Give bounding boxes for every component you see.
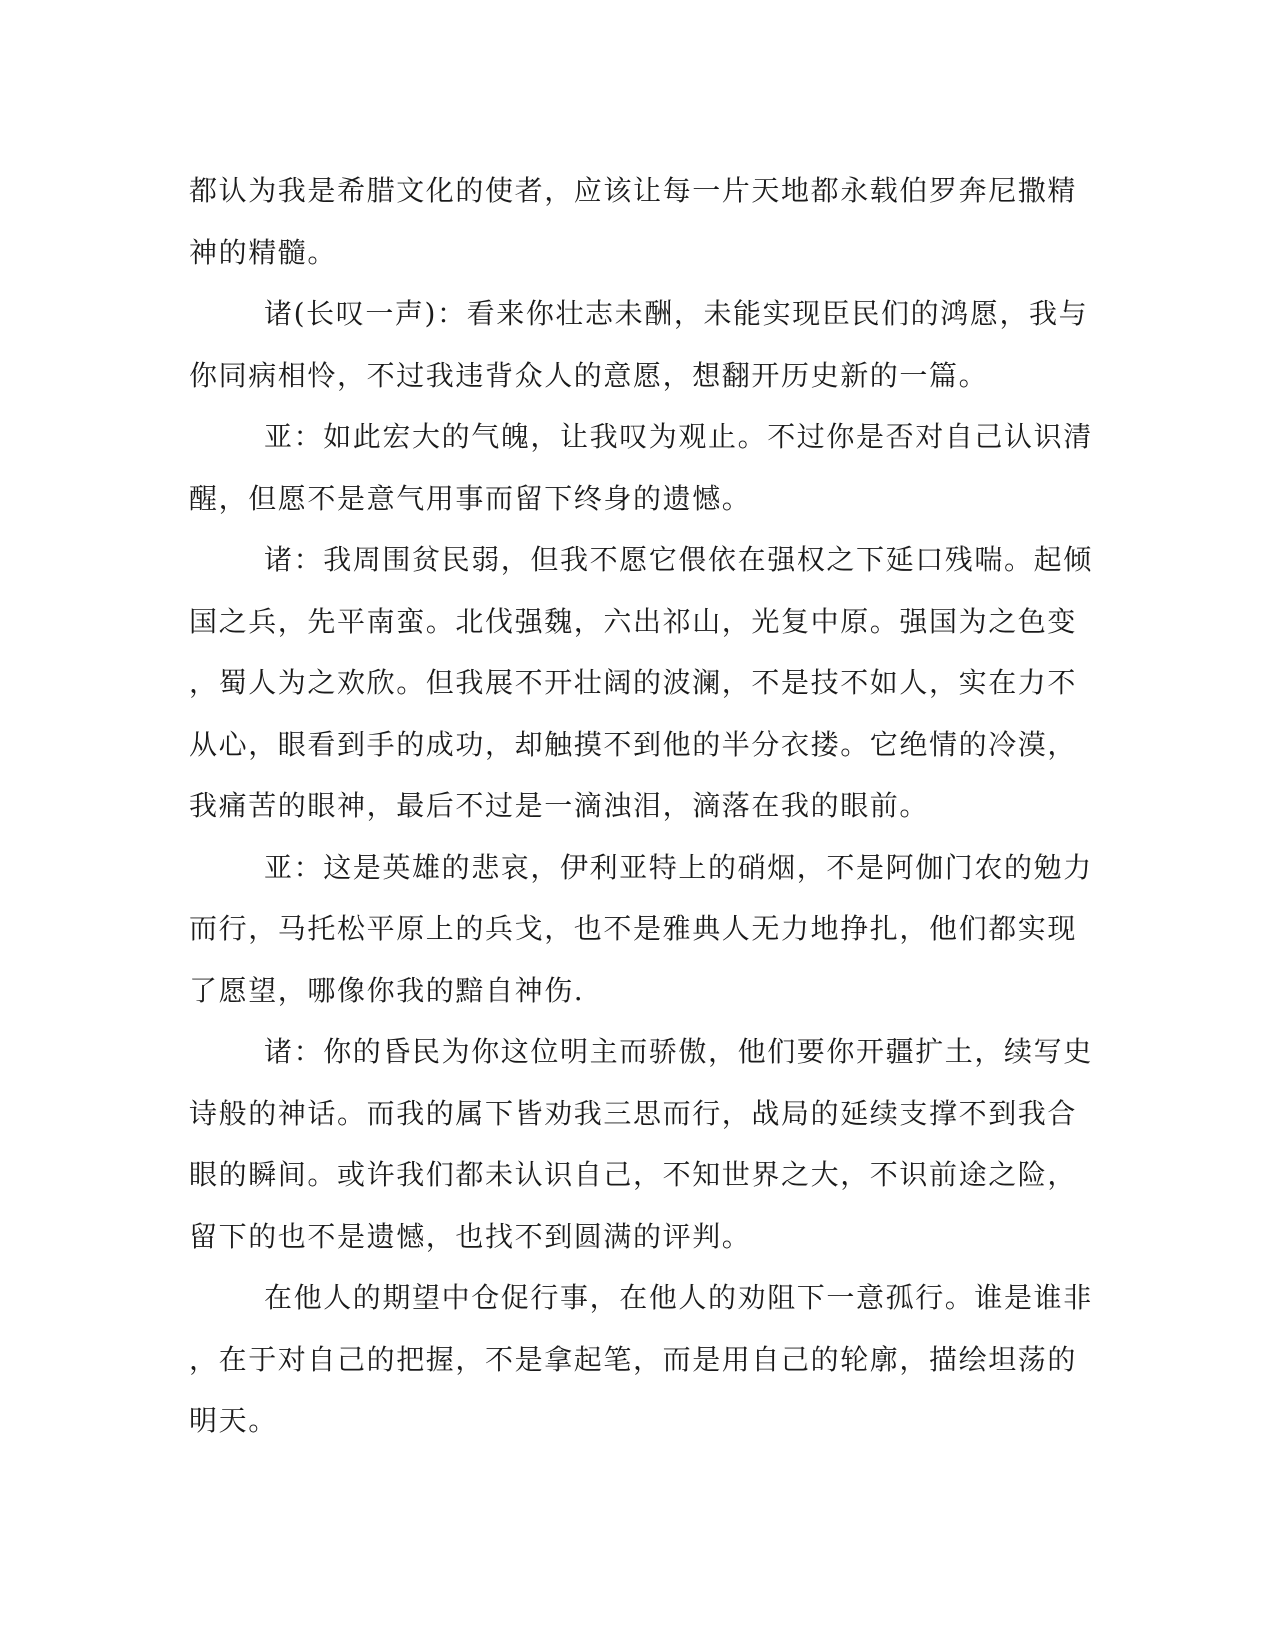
text-line: ，在于对自己的把握，不是拿起笔，而是用自己的轮廓，描绘坦荡的 xyxy=(189,1342,1078,1376)
text-line: 诸：你的昏民为你这位明主而骄傲，他们要你开疆扩土，续写史 xyxy=(264,1035,1093,1068)
text-line: 神的精髓。 xyxy=(189,235,338,269)
text-line: 你同病相怜，不过我违背众人的意愿，想翻开历史新的一篇。 xyxy=(189,358,989,392)
text-line: 留下的也不是遗憾，也找不到圆满的评判。 xyxy=(189,1219,752,1253)
text-line: 亚：这是英雄的悲哀，伊利亚特上的硝烟，不是阿伽门农的勉力 xyxy=(264,850,1093,884)
text-line: 亚：如此宏大的气魄，让我叹为观止。不过你是否对自己认识清 xyxy=(264,420,1093,453)
text-line: 明天。 xyxy=(189,1404,278,1437)
text-line: 诸：我周围贫民弱，但我不愿它偎依在强权之下延口残喘。起倾 xyxy=(264,543,1093,576)
text-line: 眼的瞬间。或许我们都未认识自己，不知世界之大，不识前途之险， xyxy=(189,1158,1078,1191)
text-line: 从心，眼看到手的成功，却触摸不到他的半分衣搂。它绝情的冷漠， xyxy=(189,727,1078,761)
text-line: 在他人的期望中仓促行事，在他人的劝阻下一意孤行。谁是谁非 xyxy=(264,1281,1093,1314)
text-line: 诸(长叹一声)：看来你壮志未酬，未能实现臣民们的鸿愿，我与 xyxy=(264,297,1089,330)
text-line: 醒，但愿不是意气用事而留下终身的遗憾。 xyxy=(189,481,752,515)
document-body xyxy=(189,160,1093,1452)
text-line: 都认为我是希腊文化的使者，应该让每一片天地都永载伯罗奔尼撒精 xyxy=(189,174,1078,207)
text-line: 国之兵，先平南蛮。北伐强魏，六出祁山，光复中原。强国为之色变 xyxy=(189,604,1078,638)
text-line: ，蜀人为之欢欣。但我展不开壮阔的波澜，不是技不如人，实在力不 xyxy=(189,666,1078,699)
text-line: 诗般的神话。而我的属下皆劝我三思而行，战局的延续支撑不到我合 xyxy=(189,1096,1078,1130)
text-line: 了愿望，哪像你我的黯自神伤. xyxy=(189,973,585,1007)
text-line: 而行，马托松平原上的兵戈，也不是雅典人无力地挣扎，他们都实现 xyxy=(189,912,1078,945)
text-line: 我痛苦的眼神，最后不过是一滴浊泪，滴落在我的眼前。 xyxy=(189,789,930,822)
